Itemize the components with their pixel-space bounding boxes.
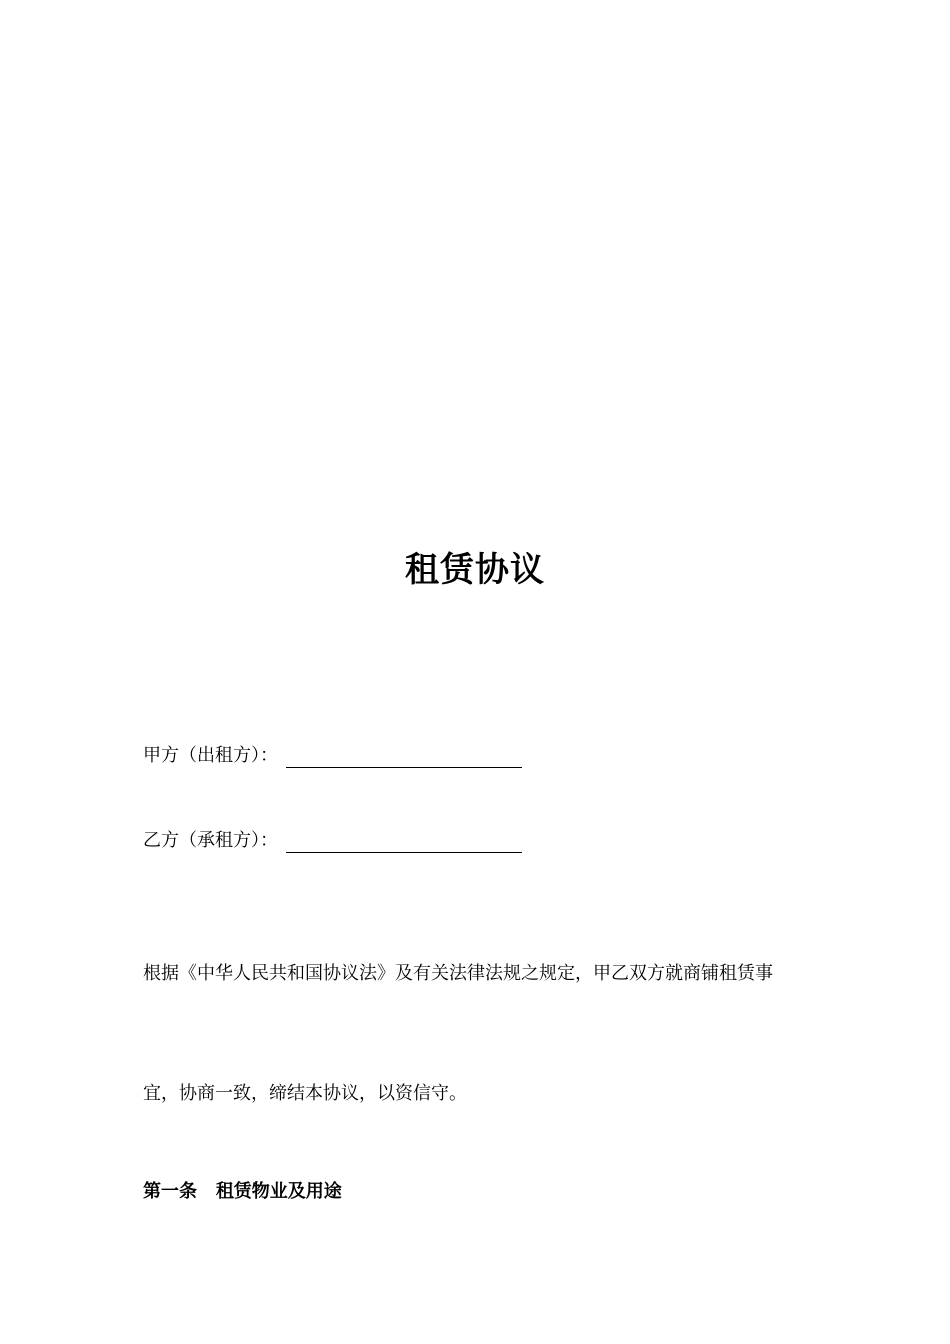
party-a-line [143, 743, 522, 769]
document-title: 租赁协议 [405, 550, 545, 590]
party-a-blank [286, 745, 522, 768]
party-b-line [143, 828, 522, 854]
preamble-line-1: 根据《中华人民共和国协议法》及有关法律法规之规定，甲乙双方就商铺租赁事 [143, 963, 773, 984]
section-1-number: 第一条 [143, 1181, 197, 1202]
preamble-line-2: 宜，协商一致，缔结本协议，以资信守。 [143, 1083, 467, 1104]
party-a-label: 甲方（出租方）： [143, 745, 278, 766]
section-1-heading [143, 1179, 342, 1205]
section-1-title: 租赁物业及用途 [215, 1181, 342, 1202]
party-b-label: 乙方（承租方）： [143, 830, 278, 851]
party-b-blank [286, 830, 522, 853]
